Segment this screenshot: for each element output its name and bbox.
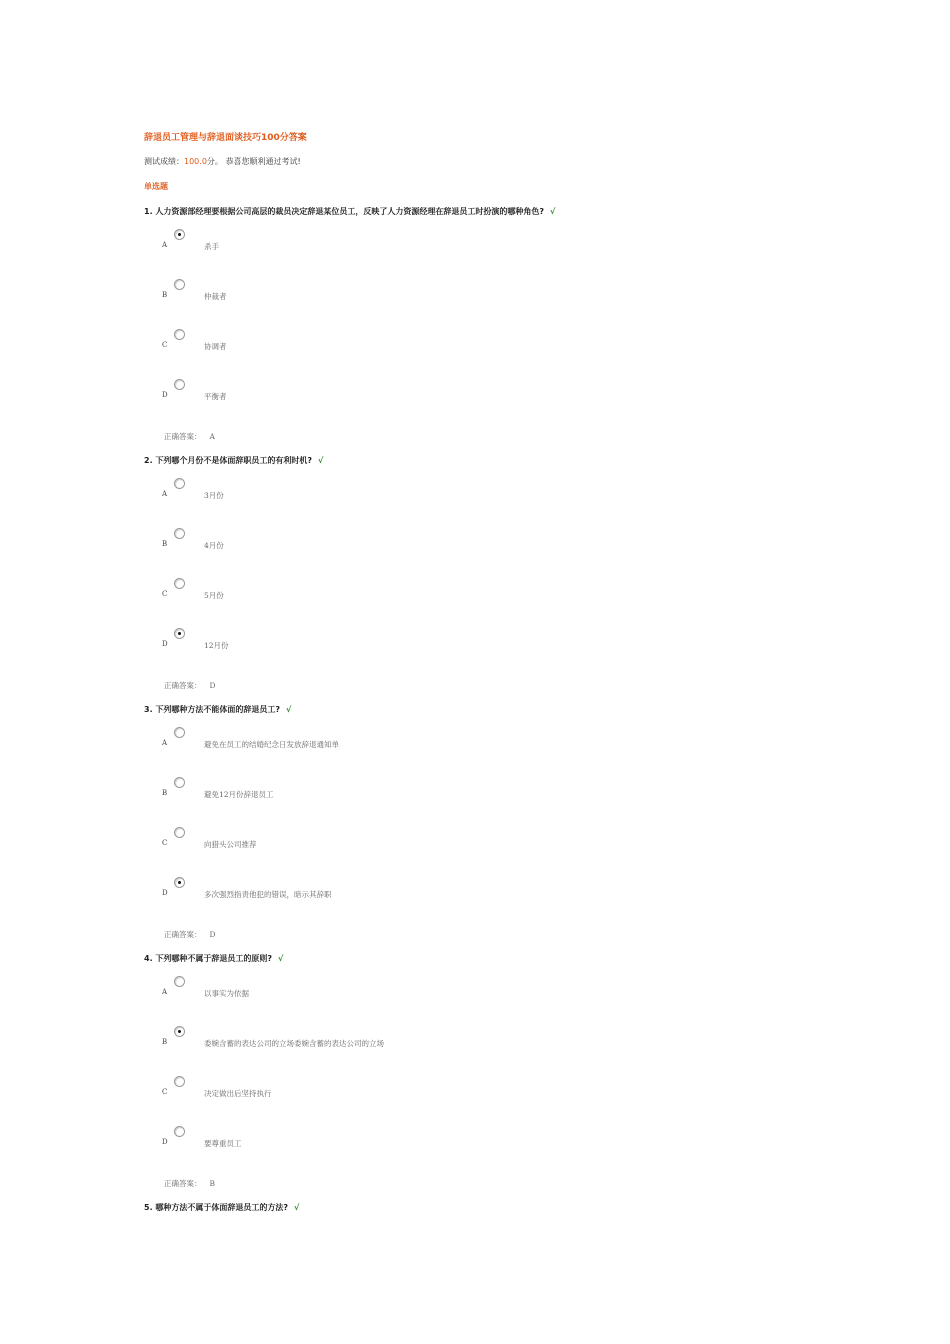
option-letter: B <box>162 1038 168 1046</box>
option-letter: D <box>162 889 168 897</box>
correct-answer <box>164 431 215 442</box>
score-label: 测试成绩： <box>144 157 184 166</box>
correct-check-icon: √ <box>550 207 556 216</box>
correct-answer-label: 正确答案： <box>164 930 202 939</box>
option-letter: A <box>162 739 168 747</box>
radio-unselected-icon[interactable] <box>174 1076 185 1087</box>
correct-answer-label: 正确答案： <box>164 1179 202 1188</box>
option-letter: D <box>162 1138 168 1146</box>
radio-selected-icon[interactable] <box>174 1026 185 1037</box>
score-line <box>144 156 301 167</box>
correct-answer-value: B <box>209 1179 216 1188</box>
correct-answer <box>164 929 216 940</box>
radio-unselected-icon[interactable] <box>174 976 185 987</box>
option-text: 协调者 <box>204 342 227 351</box>
option-letter: C <box>162 341 168 349</box>
correct-check-icon: √ <box>278 954 284 963</box>
question-text: 3. 下列哪种方法不能体面的辞退员工? √ <box>144 705 292 714</box>
option-b[interactable] <box>144 528 744 558</box>
radio-unselected-icon[interactable] <box>174 478 185 489</box>
radio-unselected-icon[interactable] <box>174 329 185 340</box>
option-text: 以事实为依据 <box>204 989 249 998</box>
question-1 <box>144 206 844 456</box>
radio-unselected-icon[interactable] <box>174 528 185 539</box>
option-b[interactable] <box>144 1026 744 1056</box>
option-text: 12月份 <box>204 641 229 650</box>
option-letter: A <box>162 988 168 996</box>
radio-unselected-icon[interactable] <box>174 777 185 788</box>
option-letter: C <box>162 839 168 847</box>
option-text: 避免12月份辞退员工 <box>204 790 274 799</box>
option-letter: B <box>162 540 168 548</box>
correct-check-icon: √ <box>286 705 292 714</box>
option-letter: C <box>162 1088 168 1096</box>
score-value: 100.0 <box>184 157 207 166</box>
option-c[interactable] <box>144 827 744 857</box>
correct-answer <box>164 680 216 691</box>
option-letter: B <box>162 789 168 797</box>
option-a[interactable] <box>144 727 744 757</box>
option-c[interactable] <box>144 329 744 359</box>
correct-check-icon: √ <box>318 456 324 465</box>
question-text: 1. 人力资源部经理要根据公司高层的裁员决定辞退某位员工，反映了人力资源经理在辞退员工时扮演的哪种角色? √ <box>144 207 556 216</box>
question-5 <box>144 1202 844 1222</box>
section-title-single-choice: 单选题 <box>144 182 168 191</box>
score-suffix: 分。 恭喜您顺利通过考试! <box>206 157 301 166</box>
option-a[interactable] <box>144 229 744 259</box>
question-2 <box>144 455 844 705</box>
option-b[interactable] <box>144 279 744 309</box>
correct-check-icon: √ <box>294 1203 300 1212</box>
option-text: 多次强烈指责他犯的错误，暗示其辞职 <box>204 890 332 899</box>
option-letter: A <box>162 241 168 249</box>
document-title: 辞退员工管理与辞退面谈技巧100分答案 <box>144 133 307 143</box>
option-text: 平衡者 <box>204 392 227 401</box>
correct-answer-value: A <box>209 432 215 441</box>
option-letter: C <box>162 590 168 598</box>
radio-unselected-icon[interactable] <box>174 578 185 589</box>
option-d[interactable] <box>144 877 744 907</box>
option-d[interactable] <box>144 628 744 658</box>
correct-answer-value: D <box>209 930 216 939</box>
option-b[interactable] <box>144 777 744 807</box>
radio-selected-icon[interactable] <box>174 628 185 639</box>
option-text: 要尊重员工 <box>204 1139 242 1148</box>
radio-unselected-icon[interactable] <box>174 727 185 738</box>
option-letter: D <box>162 391 168 399</box>
option-text: 向猎头公司推荐 <box>204 840 257 849</box>
radio-selected-icon[interactable] <box>174 877 185 888</box>
correct-answer-label: 正确答案： <box>164 432 202 441</box>
question-3 <box>144 704 844 954</box>
radio-unselected-icon[interactable] <box>174 379 185 390</box>
option-d[interactable] <box>144 379 744 409</box>
option-a[interactable] <box>144 478 744 508</box>
correct-answer-label: 正确答案： <box>164 681 202 690</box>
question-text: 4. 下列哪种不属于辞退员工的原则? √ <box>144 954 284 963</box>
question-text: 5. 哪种方法不属于体面辞退员工的方法? √ <box>144 1203 300 1212</box>
option-text: 5月份 <box>204 591 224 600</box>
option-a[interactable] <box>144 976 744 1006</box>
question-text: 2. 下列哪个月份不是体面辞职员工的有利时机? √ <box>144 456 324 465</box>
radio-unselected-icon[interactable] <box>174 1126 185 1137</box>
radio-unselected-icon[interactable] <box>174 279 185 290</box>
correct-answer <box>164 1178 215 1189</box>
question-4 <box>144 953 844 1203</box>
option-text: 4月份 <box>204 541 224 550</box>
option-text: 仲裁者 <box>204 292 227 301</box>
option-letter: D <box>162 640 168 648</box>
option-text: 杀手 <box>204 242 219 251</box>
option-c[interactable] <box>144 578 744 608</box>
option-text: 决定做出后坚持执行 <box>204 1089 272 1098</box>
option-text: 避免在员工的结婚纪念日发放辞退通知单 <box>204 740 339 749</box>
option-text: 3月份 <box>204 491 224 500</box>
radio-selected-icon[interactable] <box>174 229 185 240</box>
correct-answer-value: D <box>209 681 216 690</box>
option-c[interactable] <box>144 1076 744 1106</box>
option-d[interactable] <box>144 1126 744 1156</box>
option-letter: B <box>162 291 168 299</box>
option-letter: A <box>162 490 168 498</box>
radio-unselected-icon[interactable] <box>174 827 185 838</box>
option-text: 委婉含蓄的表达公司的立场委婉含蓄的表达公司的立场 <box>204 1039 384 1048</box>
